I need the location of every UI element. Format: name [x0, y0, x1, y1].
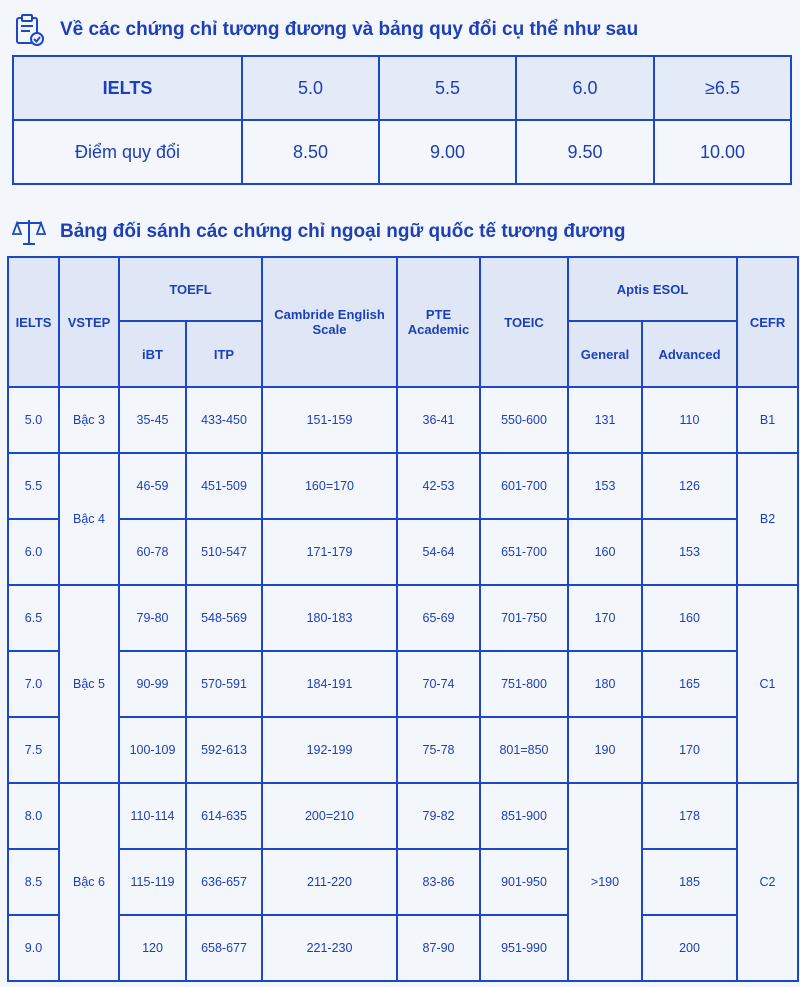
ielts-cell: 5.0	[8, 387, 59, 453]
header-general: General	[568, 321, 642, 387]
cambridge-cell: 192-199	[262, 717, 397, 783]
general-cell: >190	[568, 783, 642, 981]
table-cell: 5.0	[242, 56, 379, 120]
table-cell: 9.00	[379, 120, 516, 184]
itp-cell: 636-657	[186, 849, 262, 915]
table-row	[13, 120, 791, 184]
cambridge-cell: 200=210	[262, 783, 397, 849]
general-cell: 131	[568, 387, 642, 453]
pte-cell: 36-41	[397, 387, 480, 453]
general-cell: 170	[568, 585, 642, 651]
header-cambridge: Cambride English Scale	[262, 257, 397, 387]
toeic-cell: 801=850	[480, 717, 568, 783]
balance-scale-icon	[10, 216, 48, 248]
row-label: IELTS	[13, 56, 242, 120]
section-heading-text: Bảng đối sánh các chứng chỉ ngoại ngữ quốc tế tương đương	[60, 221, 626, 242]
ibt-cell: 115-119	[119, 849, 186, 915]
general-cell: 180	[568, 651, 642, 717]
clipboard-check-icon	[10, 14, 48, 46]
header-aptis: Aptis ESOL	[568, 257, 737, 321]
itp-cell: 570-591	[186, 651, 262, 717]
vstep-cell: Bậc 6	[59, 783, 119, 981]
row-label: Điểm quy đổi	[13, 120, 242, 184]
toeic-cell: 701-750	[480, 585, 568, 651]
ibt-cell: 110-114	[119, 783, 186, 849]
cambridge-cell: 184-191	[262, 651, 397, 717]
table-row	[8, 453, 798, 519]
advanced-cell: 185	[642, 849, 737, 915]
advanced-cell: 126	[642, 453, 737, 519]
advanced-cell: 153	[642, 519, 737, 585]
section-heading-equivalence	[10, 216, 626, 248]
pte-cell: 65-69	[397, 585, 480, 651]
itp-cell: 658-677	[186, 915, 262, 981]
table-cell: 8.50	[242, 120, 379, 184]
table-row	[8, 387, 798, 453]
ielts-cell: 6.5	[8, 585, 59, 651]
header-toefl: TOEFL	[119, 257, 262, 321]
pte-cell: 54-64	[397, 519, 480, 585]
itp-cell: 592-613	[186, 717, 262, 783]
ielts-cell: 7.0	[8, 651, 59, 717]
itp-cell: 433-450	[186, 387, 262, 453]
table-cell: ≥6.5	[654, 56, 791, 120]
table-cell: 5.5	[379, 56, 516, 120]
cambridge-cell: 211-220	[262, 849, 397, 915]
ibt-cell: 120	[119, 915, 186, 981]
ielts-cell: 9.0	[8, 915, 59, 981]
table-row	[8, 651, 798, 717]
cambridge-cell: 160=170	[262, 453, 397, 519]
table-row	[8, 585, 798, 651]
itp-cell: 510-547	[186, 519, 262, 585]
toeic-cell: 851-900	[480, 783, 568, 849]
section-heading-conversion	[10, 14, 638, 46]
toeic-cell: 651-700	[480, 519, 568, 585]
toeic-cell: 751-800	[480, 651, 568, 717]
advanced-cell: 165	[642, 651, 737, 717]
cefr-cell: B2	[737, 453, 798, 585]
ielts-cell: 5.5	[8, 453, 59, 519]
advanced-cell: 160	[642, 585, 737, 651]
cambridge-cell: 171-179	[262, 519, 397, 585]
table-row	[13, 56, 791, 120]
header-vstep: VSTEP	[59, 257, 119, 387]
general-cell: 160	[568, 519, 642, 585]
table-header-row	[8, 257, 798, 321]
toeic-cell: 601-700	[480, 453, 568, 519]
itp-cell: 548-569	[186, 585, 262, 651]
header-pte: PTE Academic	[397, 257, 480, 387]
vstep-cell: Bậc 3	[59, 387, 119, 453]
section-heading-text: Về các chứng chỉ tương đương và bảng quy đổi cụ thể như sau	[60, 19, 639, 40]
table-row	[8, 717, 798, 783]
ielts-cell: 7.5	[8, 717, 59, 783]
header-advanced: Advanced	[642, 321, 737, 387]
ibt-cell: 35-45	[119, 387, 186, 453]
itp-cell: 451-509	[186, 453, 262, 519]
header-ibt: iBT	[119, 321, 186, 387]
ielts-conversion-table	[12, 55, 792, 185]
cefr-cell: B1	[737, 387, 798, 453]
itp-cell: 614-635	[186, 783, 262, 849]
ibt-cell: 90-99	[119, 651, 186, 717]
ielts-cell: 8.0	[8, 783, 59, 849]
ielts-cell: 6.0	[8, 519, 59, 585]
header-cefr: CEFR	[737, 257, 798, 387]
pte-cell: 87-90	[397, 915, 480, 981]
table-row	[8, 915, 798, 981]
pte-cell: 70-74	[397, 651, 480, 717]
pte-cell: 75-78	[397, 717, 480, 783]
ibt-cell: 100-109	[119, 717, 186, 783]
header-ielts: IELTS	[8, 257, 59, 387]
cambridge-cell: 221-230	[262, 915, 397, 981]
cefr-cell: C1	[737, 585, 798, 783]
general-cell: 190	[568, 717, 642, 783]
table-row	[8, 849, 798, 915]
pte-cell: 83-86	[397, 849, 480, 915]
table-cell: 9.50	[516, 120, 654, 184]
ibt-cell: 79-80	[119, 585, 186, 651]
ielts-cell: 8.5	[8, 849, 59, 915]
general-cell: 153	[568, 453, 642, 519]
advanced-cell: 200	[642, 915, 737, 981]
advanced-cell: 110	[642, 387, 737, 453]
advanced-cell: 170	[642, 717, 737, 783]
cambridge-cell: 151-159	[262, 387, 397, 453]
table-row	[8, 519, 798, 585]
pte-cell: 42-53	[397, 453, 480, 519]
toeic-cell: 951-990	[480, 915, 568, 981]
toeic-cell: 550-600	[480, 387, 568, 453]
header-itp: ITP	[186, 321, 262, 387]
certificate-equivalence-table	[7, 256, 799, 982]
cefr-cell: C2	[737, 783, 798, 981]
vstep-cell: Bậc 4	[59, 453, 119, 585]
table-row	[8, 783, 798, 849]
cambridge-cell: 180-183	[262, 585, 397, 651]
table-cell: 10.00	[654, 120, 791, 184]
ibt-cell: 60-78	[119, 519, 186, 585]
toeic-cell: 901-950	[480, 849, 568, 915]
ibt-cell: 46-59	[119, 453, 186, 519]
vstep-cell: Bậc 5	[59, 585, 119, 783]
header-toeic: TOEIC	[480, 257, 568, 387]
pte-cell: 79-82	[397, 783, 480, 849]
advanced-cell: 178	[642, 783, 737, 849]
table-cell: 6.0	[516, 56, 654, 120]
